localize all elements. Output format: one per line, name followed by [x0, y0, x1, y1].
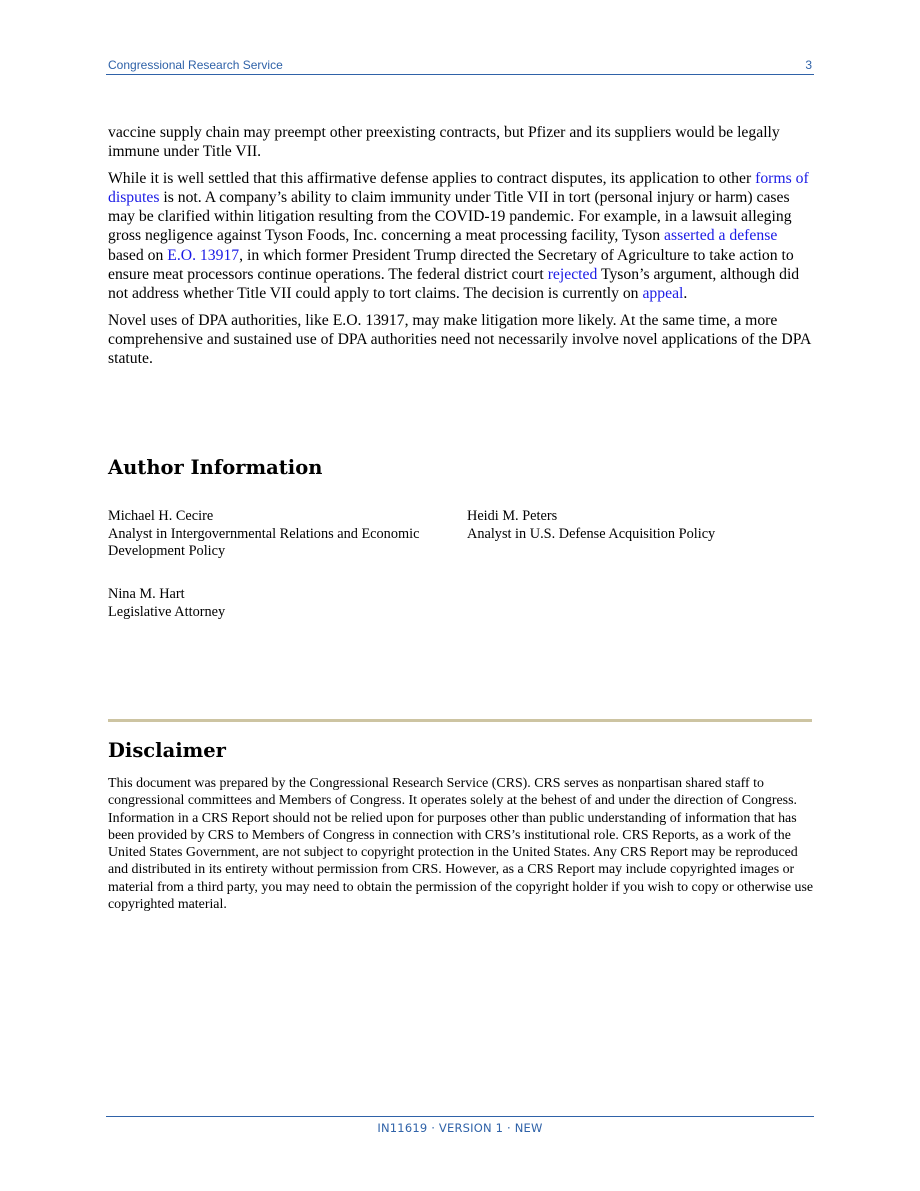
body-paragraph-1: vaccine supply chain may preempt other preexisting contracts, but Pfizer and its suppliers would be legally immune under Title VII. — [108, 124, 780, 161]
p2-text-1: While it is well settled that this affirmative defense applies to contract disputes, its application to other — [108, 170, 756, 188]
forms-of-disputes-link[interactable]: forms of disputes — [108, 170, 809, 207]
author-name: Heidi M. Peters — [467, 508, 558, 524]
appeal-link[interactable]: appeal — [642, 284, 684, 302]
author-block — [108, 586, 453, 621]
footer-divider — [106, 1116, 814, 1117]
p2-text-3: based on — [108, 246, 168, 264]
disclaimer-divider — [108, 719, 812, 722]
body-paragraph-3: Novel uses of DPA authorities, like E.O. 13917, may make litigation more likely. At the same time, a more comprehensive and sustained use of DPA authorities need not necessarily involve novel applications of the DPA statute. — [108, 311, 811, 368]
author-information-heading: Author Information — [108, 456, 323, 479]
footer-report-id: IN11619 · VERSION 1 · NEW — [377, 1121, 543, 1135]
author-title: Analyst in U.S. Defense Acquisition Policy — [467, 525, 716, 542]
body-paragraph-2 — [108, 169, 812, 303]
disclaimer-text: This document was prepared by the Congressional Research Service (CRS). CRS serves as nonpartisan shared staff to congressional committees and Members of Congress. It operates solely at the behest of and under the direction of Congress. Information in a CRS Report should not be relied upon for purposes other than public understanding of information that has been provided by CRS to Members of Congress in connection with CRS’s institutional role. CRS Reports, as a work of the United States Government, are not subject to copyright protection in the United States. Any CRS Report may be reproduced and distributed in its entirety without permission from CRS. However, as a CRS Report may include copyrighted images or material from a third party, you may need to obtain the permission of the copyright holder if you wish to copy or otherwise use copyrighted material. — [108, 776, 814, 913]
p2-text-6: . — [683, 284, 688, 302]
author-name: Michael H. Cecire — [108, 508, 214, 524]
header-divider — [106, 74, 814, 75]
author-block — [467, 508, 812, 543]
rejected-link[interactable]: rejected — [547, 265, 598, 283]
header-page-number: 3 — [805, 58, 812, 72]
body-text — [108, 123, 812, 376]
eo-13917-link[interactable]: E.O. 13917 — [167, 246, 240, 264]
author-title: Legislative Attorney — [108, 603, 226, 620]
p2-text-5: Tyson’s argument, although did not address whether Title VII could apply to tort claims. The decision is currently on — [108, 265, 800, 302]
author-name: Nina M. Hart — [108, 586, 185, 602]
header-org-name: Congressional Research Service — [108, 58, 283, 72]
author-block — [108, 508, 453, 561]
disclaimer-heading: Disclaimer — [108, 739, 226, 762]
p2-text-4: , in which former President Trump directed the Secretary of Agriculture to take action to ensure meat processors continue operations. The federal district court — [108, 246, 794, 283]
author-title: Analyst in Intergovernmental Relations and Economic Development Policy — [108, 525, 420, 559]
asserted-a-defense-link[interactable]: asserted a defense — [664, 227, 778, 245]
p2-text-2: is not. A company’s ability to claim immunity under Title VII in tort (personal injury or harm) cases may be clarified within litigation resulting from the COVID-19 pandemic. For example, in a lawsuit alleging gross negligence against Tyson Foods, Inc. concerning a meat processing facility, Tyson — [108, 189, 792, 245]
